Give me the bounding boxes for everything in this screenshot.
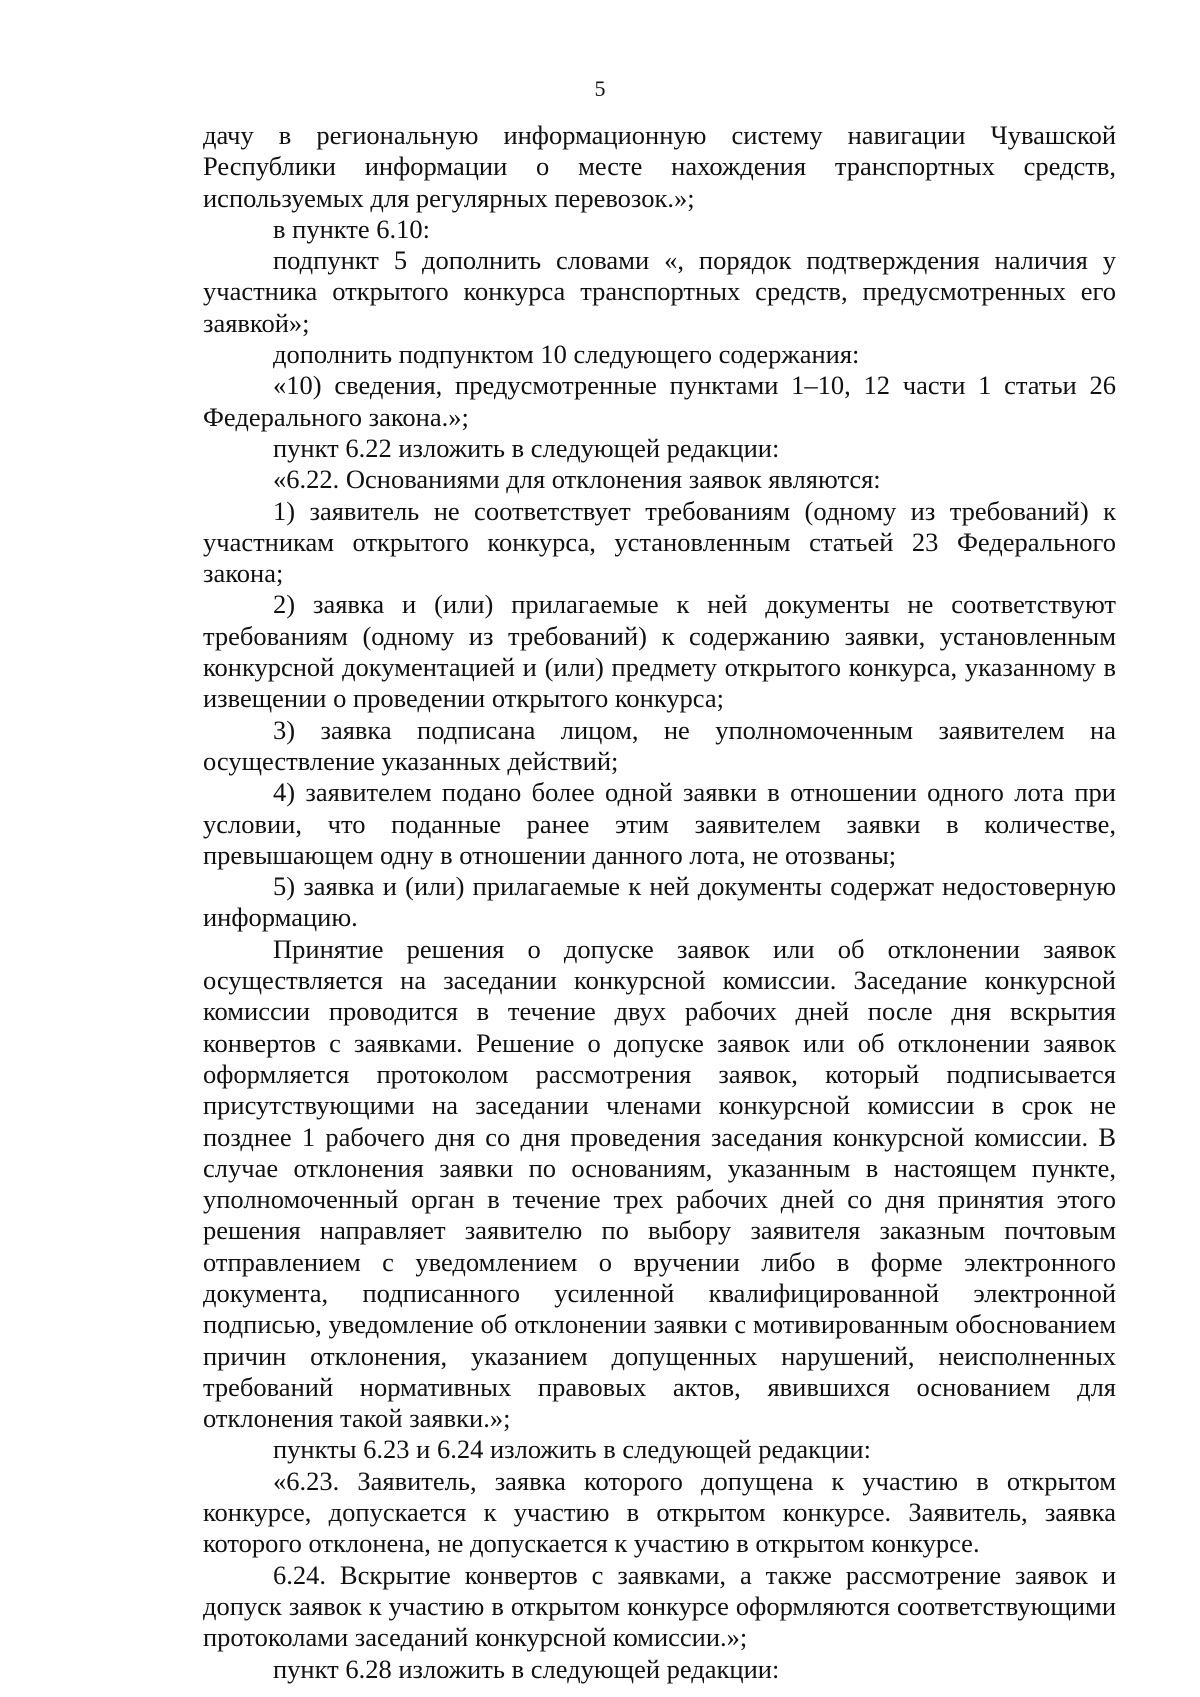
document-body <box>203 120 1116 1685</box>
paragraph-12: 5) заявка и (или) прилагаемые к ней документы содержат недостоверную информацию. <box>203 871 1116 933</box>
paragraph-15: «6.23. Заявитель, заявка которого допущена к участию в открытом конкурсе, допускается к участию в открытом конкурсе. Заявитель, заявка которого отклонена, не допускается к участию в открытом конкурсе. <box>203 1465 1116 1559</box>
paragraph-8: 1) заявитель не соответствует требованиям (одному из требований) к участникам открытого конкурса, установленным статьей 23 Федерального закона; <box>203 495 1116 589</box>
paragraph-10: 3) заявка подписана лицом, не уполномоченным заявителем на осуществление указанных действий; <box>203 714 1116 776</box>
paragraph-4: дополнить подпунктом 10 следующего содержания: <box>273 339 860 370</box>
paragraph-13: Принятие решения о допуске заявок или об отклонении заявок осуществляется на заседании конкурсной комиссии. Заседание конкурсной комиссии проводится в течение двух рабочих дней после дня вскрытия конвертов с заявками. Решение о допуске заявок или об отклонении заявок оформляется протоколом рассмотрения заявок, который подписывается присутствующими на заседании членами конкурсной комиссии в срок не позднее 1 рабочего дня со дня проведения заседания конкурсной комиссии. В случае отклонения заявки по основаниям, указанным в настоящем пункте, уполномоченный орган в течение трех рабочих дней со дня принятия этого решения направляет заявителю по выбору заявителя заказным почтовым отправлением с уведомлением о вручении либо в форме электронного документа, подписанного усиленной квалифицированной электронной подписью, уведомление об отклонении заявки с мотивированным обоснованием причин отклонения, указанием допущенных нарушений, неисполненных требований нормативных правовых актов, явившихся основанием для отклонения такой заявки.»; <box>203 933 1116 1434</box>
paragraph-14: пункты 6.23 и 6.24 изложить в следующей редакции: <box>273 1434 871 1465</box>
paragraph-17: пункт 6.28 изложить в следующей редакции: <box>273 1653 780 1684</box>
page-number: 5 <box>594 76 606 101</box>
paragraph-16: 6.24. Вскрытие конвертов с заявками, а также рассмотрение заявок и допуск заявок к участию в открытом конкурсе оформляются соответствующими протоколами заседаний конкурсной комиссии.»; <box>203 1559 1116 1653</box>
paragraph-3: подпункт 5 дополнить словами «, порядок подтверждения наличия у участника открытого конкурса транспортных средств, предусмотренных его заявкой»; <box>203 245 1116 338</box>
paragraph-6: пункт 6.22 изложить в следующей редакции: <box>273 432 780 463</box>
paragraph-9: 2) заявка и (или) прилагаемые к ней документы не соответствуют требованиям (одному из требований) к содержанию заявки, установленным конкурсной документацией и (или) предмету открытого конкурса, указанному в извещении о проведении открытого конкурса; <box>203 589 1116 714</box>
paragraph-1: дачу в региональную информационную систему навигации Чувашской Республики информации о месте нахождения транспортных средств, используемых для регулярных перевозок.»; <box>203 120 1116 213</box>
paragraph-11: 4) заявителем подано более одной заявки в отношении одного лота при условии, что поданные ранее этим заявителем заявки в количестве, превышающем одну в отношении данного лота, не отозваны; <box>203 777 1116 870</box>
paragraph-5: «10) сведения, предусмотренные пунктами 1–10, 12 части 1 статьи 26 Федерального закона.»; <box>203 370 1116 432</box>
paragraph-7: «6.22. Основаниями для отклонения заявок являются: <box>273 464 881 495</box>
paragraph-2: в пункте 6.10: <box>273 213 430 244</box>
